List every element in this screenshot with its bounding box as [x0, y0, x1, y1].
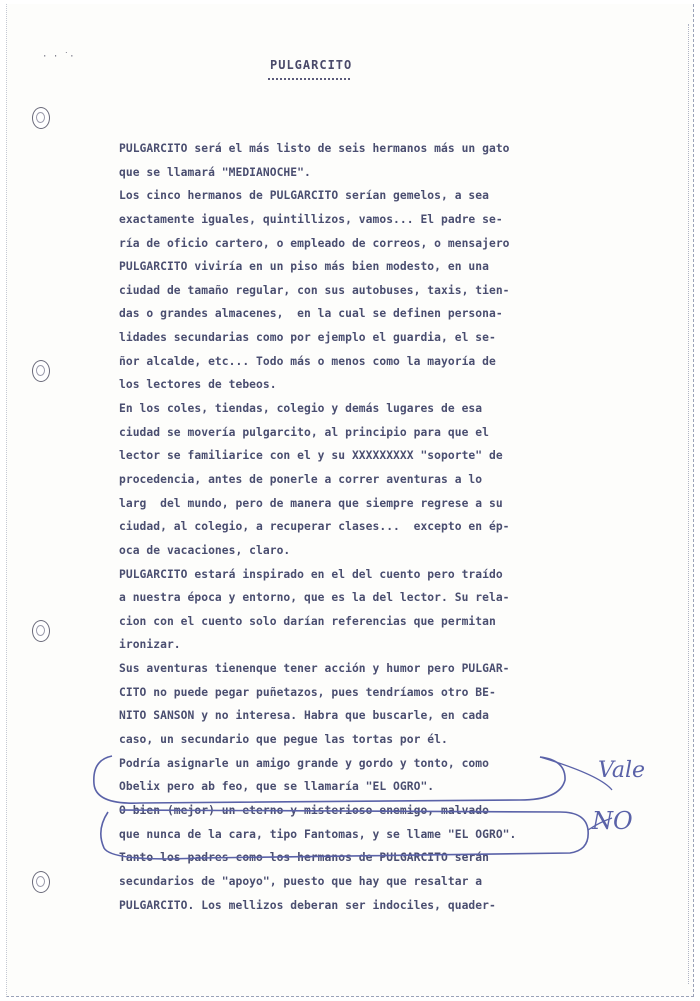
text-line: secundarios de "apoyo", puesto que hay que resaltar a	[119, 874, 483, 888]
text-line: En los coles, tiendas, colegio y demás lugares de esa	[119, 402, 489, 416]
text-line: PULGARCITO. Los mellizos deberan ser indociles, quader-	[119, 898, 496, 912]
text-line: PULGARCITO será el más listo de seis hermanos más un gato	[119, 142, 510, 155]
text-line: ciudad se movería pulgarcito, al principio para que el	[119, 425, 489, 439]
text-line: ironizar.	[119, 638, 181, 652]
text-line: que se llamará "MEDIANOCHE".	[119, 165, 311, 179]
text-line: cion con el cuento solo darían referencias que permitan	[119, 614, 496, 628]
text-line: PULGARCITO estará inspirado en el del cuento pero traído	[119, 567, 503, 581]
text-line: que nunca de la cara, tipo Fantomas, y se llame "EL OGRO".	[119, 827, 517, 841]
text-line: lector se familiarice con el y su XXXXXXXXX "soporte" de	[119, 449, 503, 463]
text-line: caso, un secundario que pegue las tortas por él.	[119, 733, 448, 747]
text-line: oca de vacaciones, claro.	[119, 543, 291, 557]
text-line: ciudad, al colegio, a recuperar clases... excepto en ép-	[119, 520, 510, 534]
text-line: larg del mundo, pero de manera que siempre regrese a su	[119, 496, 503, 510]
bracket-no	[101, 810, 588, 859]
text-line: ciudad de tamaño regular, con sus autobuses, taxis, tien-	[119, 283, 510, 297]
text-line: Los cinco hermanos de PULGARCITO serían gemelos, a sea	[119, 189, 489, 203]
handwritten-vale: Vale	[598, 758, 646, 783]
text-line: O bien (mejor) un eterno y misterioso enemigo, malvado	[119, 803, 489, 817]
text-line: los lectores de tebeos.	[119, 378, 277, 392]
text-line: ñor alcalde, etc... Todo más o menos como la mayoría de	[119, 354, 496, 368]
text-line: Obelix pero ab feo, que se llamaría "EL OGRO".	[119, 780, 435, 794]
text-line: Sus aventuras tienenque tener acción y humor pero PULGAR-	[119, 662, 510, 676]
text-line: PULGARCITO viviría en un piso más bien modesto, en una	[119, 260, 489, 274]
text-line: ría de oficio cartero, o empleado de correos, o mensajero	[119, 236, 510, 250]
text-line: NITO SANSON y no interesa. Habra que buscarle, en cada	[119, 709, 489, 723]
text-line: das o grandes almacenes, en la cual se definen persona-	[119, 307, 503, 321]
text-line: exactamente iguales, quintillizos, vamos... El padre se-	[119, 212, 503, 226]
text-line: a nuestra época y entorno, que es la del lector. Su rela-	[119, 591, 510, 605]
text-line: CITO no puede pegar puñetazos, pues tendríamos otro BE-	[119, 685, 496, 699]
ink-specks: · · ˙·	[42, 52, 75, 62]
text-line: Podría asignarle un amigo grande y gordo y tonto, como	[119, 756, 489, 770]
handwritten-no: NO	[592, 807, 633, 835]
text-line: procedencia, antes de ponerle a correr aventuras a lo	[119, 472, 483, 486]
text-line: lidades secundarias como por ejemplo el guardia, el se-	[119, 331, 496, 345]
text-line: Tanto los padres como los hermanos de PULGARCITO serán	[119, 851, 489, 865]
bracket-vale	[94, 756, 565, 803]
page-title: PULGARCITO	[270, 58, 353, 72]
